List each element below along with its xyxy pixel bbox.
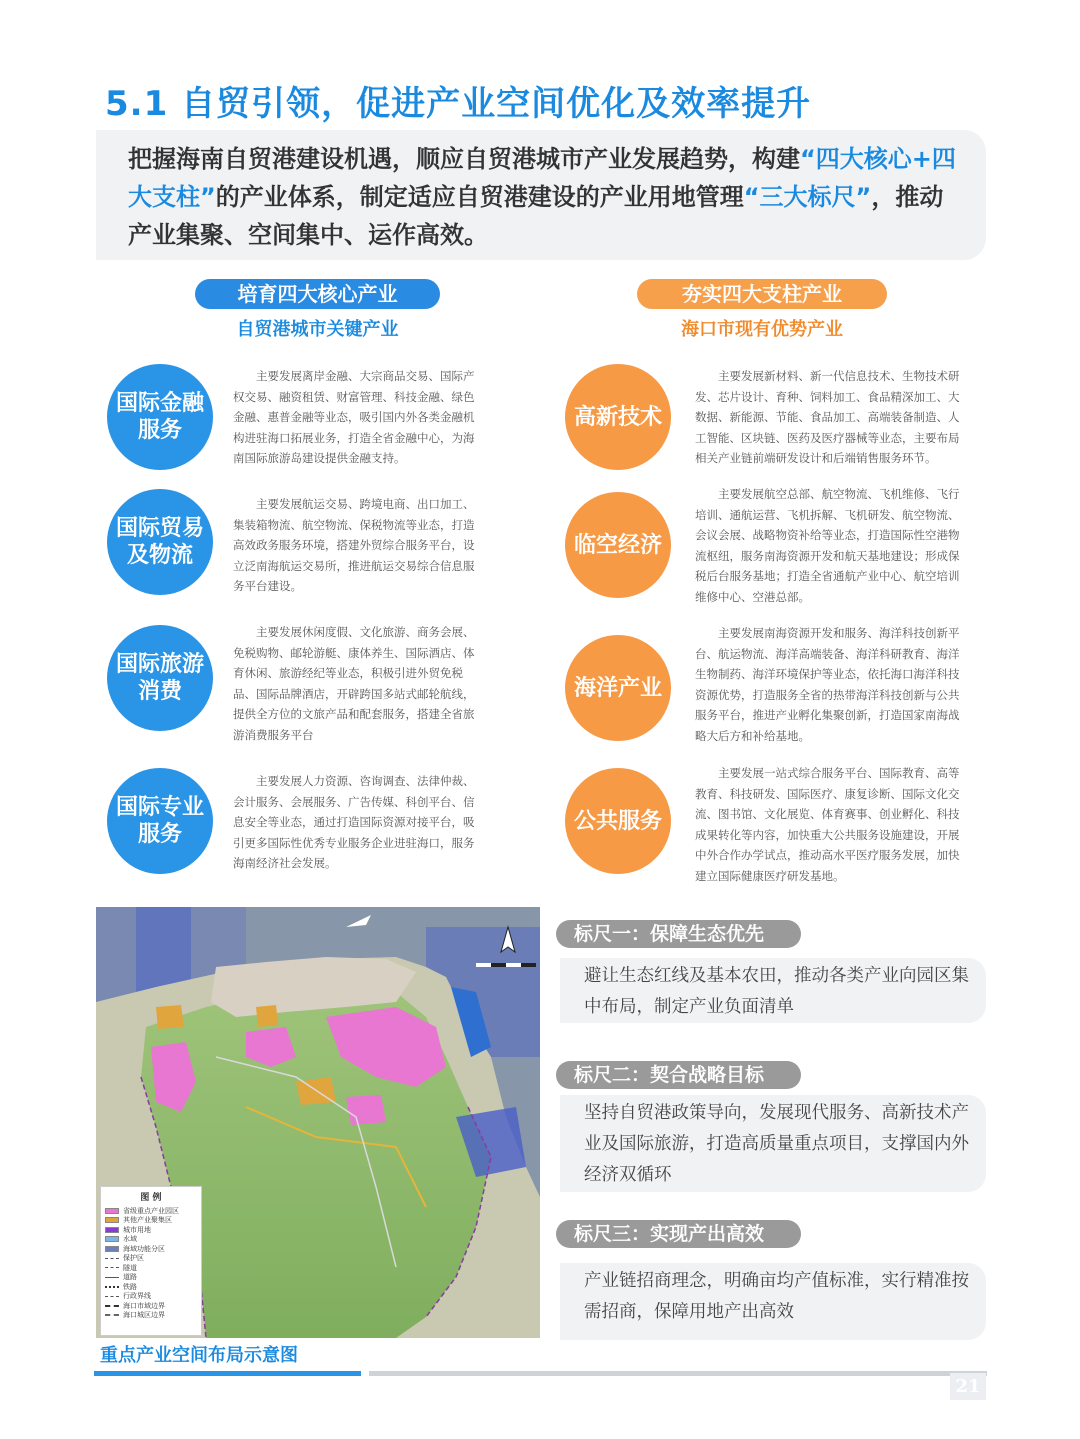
industry-desc-marine: 主要发展南海资源开发和服务、海洋科技创新平台、航运物流、海洋高端装备、海洋科研教育、海洋生物制药、海洋环境保护等业态，依托海口海洋科技资源优势，打造服务全省的热带海洋科技创新与公共服务平台，推进产业孵化集聚创新，打造国家南海战略大后方和补给基地。: [695, 626, 960, 743]
standard-label-3: 标尺三：实现产出高效: [556, 1220, 801, 1248]
core-industries-pill: 培育四大核心产业: [195, 279, 440, 309]
pillar-industries-subhead: 海口市现有优势产业: [681, 319, 843, 340]
legend-line: [105, 1305, 119, 1307]
legend-label: 海域功能分区: [123, 1244, 165, 1253]
intro-highlight-1: “四大核心+四大支柱”: [128, 145, 956, 211]
industry-desc-tourism: 主要发展休闲度假、文化旅游、商务会展、免税购物、邮轮游艇、康体养生、国际酒店、体育休闲、旅游经纪等业态，积极引进外贸免税品、国际品牌酒店，开辟跨国多站式邮轮航线，提供全方位的文旅产品和配套服务，搭建全省旅游消费服务平台: [233, 625, 475, 742]
legend-item: [105, 1311, 197, 1321]
legend-item: [105, 1216, 197, 1226]
industry-desc-trade: 主要发展航运交易、跨境电商、出口加工、集装箱物流、航空物流、保税物流等业态，打造高效政务服务环境，搭建外贸综合服务平台，设立泛南海航运交易所，推进航运交易综合信息服务平台建设。: [233, 497, 475, 594]
industry-circle-airport: 临空经济: [565, 492, 671, 598]
legend-label: 水域: [123, 1235, 137, 1244]
industry-desc-professional: 主要发展人力资源、咨询调查、法律仲裁、会计服务、会展服务、广告传媒、科创平台、信息安全等业态，通过打造国际资源对接平台，吸引更多国际性优秀专业服务企业进驻海口，服务海南经济社会发展。: [233, 774, 475, 871]
legend-item: [105, 1263, 197, 1273]
industry-desc-public: 主要发展一站式综合服务平台、国际教育、高等教育、科技研发、国际医疗、康复诊断、国际文化交流、图书馆、文化展览、体育赛事、创业孵化、科技成果转化等内容，加快重大公共服务设施建设，开展中外合作办学试点，推动高水平医疗服务发展，加快建立国际健康医疗研发基地。: [695, 766, 960, 883]
legend-label: 海口城区边界: [123, 1311, 165, 1320]
legend-item: [105, 1301, 197, 1311]
industry-desc-hightech: 主要发展新材料、新一代信息技术、生物技术研发、芯片设计、育种、饲料加工、食品精深加工、大数据、新能源、节能、食品加工、高端装备制造、人工智能、区块链、医药及医疗器械等业态，主要布局相关产业链前端研发设计和后端销售服务环节。: [695, 369, 960, 466]
standard-text-1: 避让生态红线及基本农田，推动各类产业向园区集中布局，制定产业负面清单: [560, 958, 986, 1023]
standard-label-2: 标尺二：契合战略目标: [556, 1061, 801, 1089]
legend-label: 隧道: [123, 1263, 137, 1272]
core-industries-subhead: 自贸港城市关键产业: [236, 319, 399, 340]
industry-circle-hightech: 高新技术: [565, 364, 671, 470]
legend-label: 行政界线: [123, 1292, 151, 1301]
legend-swatch: [105, 1217, 119, 1223]
pillar-industries-pill: 夯实四大支柱产业: [637, 279, 887, 309]
legend-item: [105, 1273, 197, 1283]
map-caption: 重点产业空间布局示意图: [100, 1345, 298, 1366]
legend-line: [105, 1296, 119, 1297]
legend-line: [105, 1258, 119, 1259]
legend-item: [105, 1235, 197, 1245]
footer-bar: [369, 1371, 987, 1376]
standard-label-1: 标尺一：保障生态优先: [556, 920, 801, 948]
legend-swatch: [105, 1208, 119, 1214]
legend-label: 省级重点产业园区: [123, 1206, 179, 1215]
industry-circle-finance: 国际金融服务: [107, 364, 213, 470]
industry-desc-airport: 主要发展航空总部、航空物流、飞机维修、飞行培训、通航运营、飞机拆解、飞机研发、航空物流、会议会展、战略物资补给等业态，打造国际性空港物流枢纽，服务南海资源开发和航天基地建设；形成保税后台服务基地；打造全省通航产业中心、航空培训维修中心、空港总部。: [695, 487, 960, 604]
legend-label: 其他产业聚集区: [123, 1216, 172, 1225]
legend-item: [105, 1244, 197, 1254]
legend-swatch: [105, 1236, 119, 1242]
legend-label: 铁路: [123, 1282, 137, 1291]
intro-text-2: 的产业体系，制定适应自贸港建设的产业用地管理: [215, 183, 744, 211]
legend-item: [105, 1225, 197, 1235]
legend-item: [105, 1254, 197, 1264]
page-number: 21: [950, 1373, 986, 1400]
legend-label: 道路: [123, 1273, 137, 1282]
legend-item: [105, 1292, 197, 1302]
industry-circle-tourism: 国际旅游消费: [107, 625, 213, 731]
map-legend-title: 图 例: [140, 1193, 162, 1203]
industry-circle-trade: 国际贸易及物流: [107, 489, 213, 595]
intro-box: [96, 130, 986, 260]
industry-circle-public: 公共服务: [565, 768, 671, 874]
footer-bar-accent: [94, 1371, 361, 1376]
industry-circle-professional: 国际专业服务: [107, 768, 213, 874]
standard-text-2: 坚持自贸港政策导向，发展现代服务、高新技术产业及国际旅游，打造高质量重点项目，支撑国内外经济双循环: [560, 1095, 986, 1192]
industry-desc-finance: 主要发展离岸金融、大宗商品交易、国际产权交易、融资租赁、财富管理、科技金融、绿色金融、惠普金融等业态，吸引国内外各类金融机构进驻海口拓展业务，打造全省金融中心，为海南国际旅游岛建设提供金融支持。: [233, 369, 475, 466]
intro-highlight-2: “三大标尺”: [743, 183, 872, 211]
legend-line: [105, 1286, 119, 1288]
legend-label: 城市用地: [123, 1225, 151, 1234]
legend-line: [105, 1267, 119, 1268]
industry-circle-marine: 海洋产业: [565, 635, 671, 741]
legend-line: [105, 1277, 119, 1278]
legend-swatch: [105, 1246, 119, 1252]
legend-label: 海口市域边界: [123, 1301, 165, 1310]
intro-text-3: ，推动产业集聚、空间集中、运作高效。: [128, 183, 944, 249]
intro-text-1: 把握海南自贸港建设机遇，顺应自贸港城市产业发展趋势，构建: [128, 145, 800, 173]
page-title: 5.1 自贸引领，促进产业空间优化及效率提升: [105, 84, 812, 124]
legend-item: [105, 1206, 197, 1216]
legend-label: 保护区: [123, 1254, 144, 1263]
standard-text-3: 产业链招商理念，明确亩均产值标准，实行精准按需招商，保障用地产出高效: [560, 1263, 986, 1340]
legend-line: [105, 1314, 119, 1316]
map-legend: [100, 1186, 202, 1336]
legend-swatch: [105, 1227, 119, 1233]
legend-item: [105, 1282, 197, 1292]
